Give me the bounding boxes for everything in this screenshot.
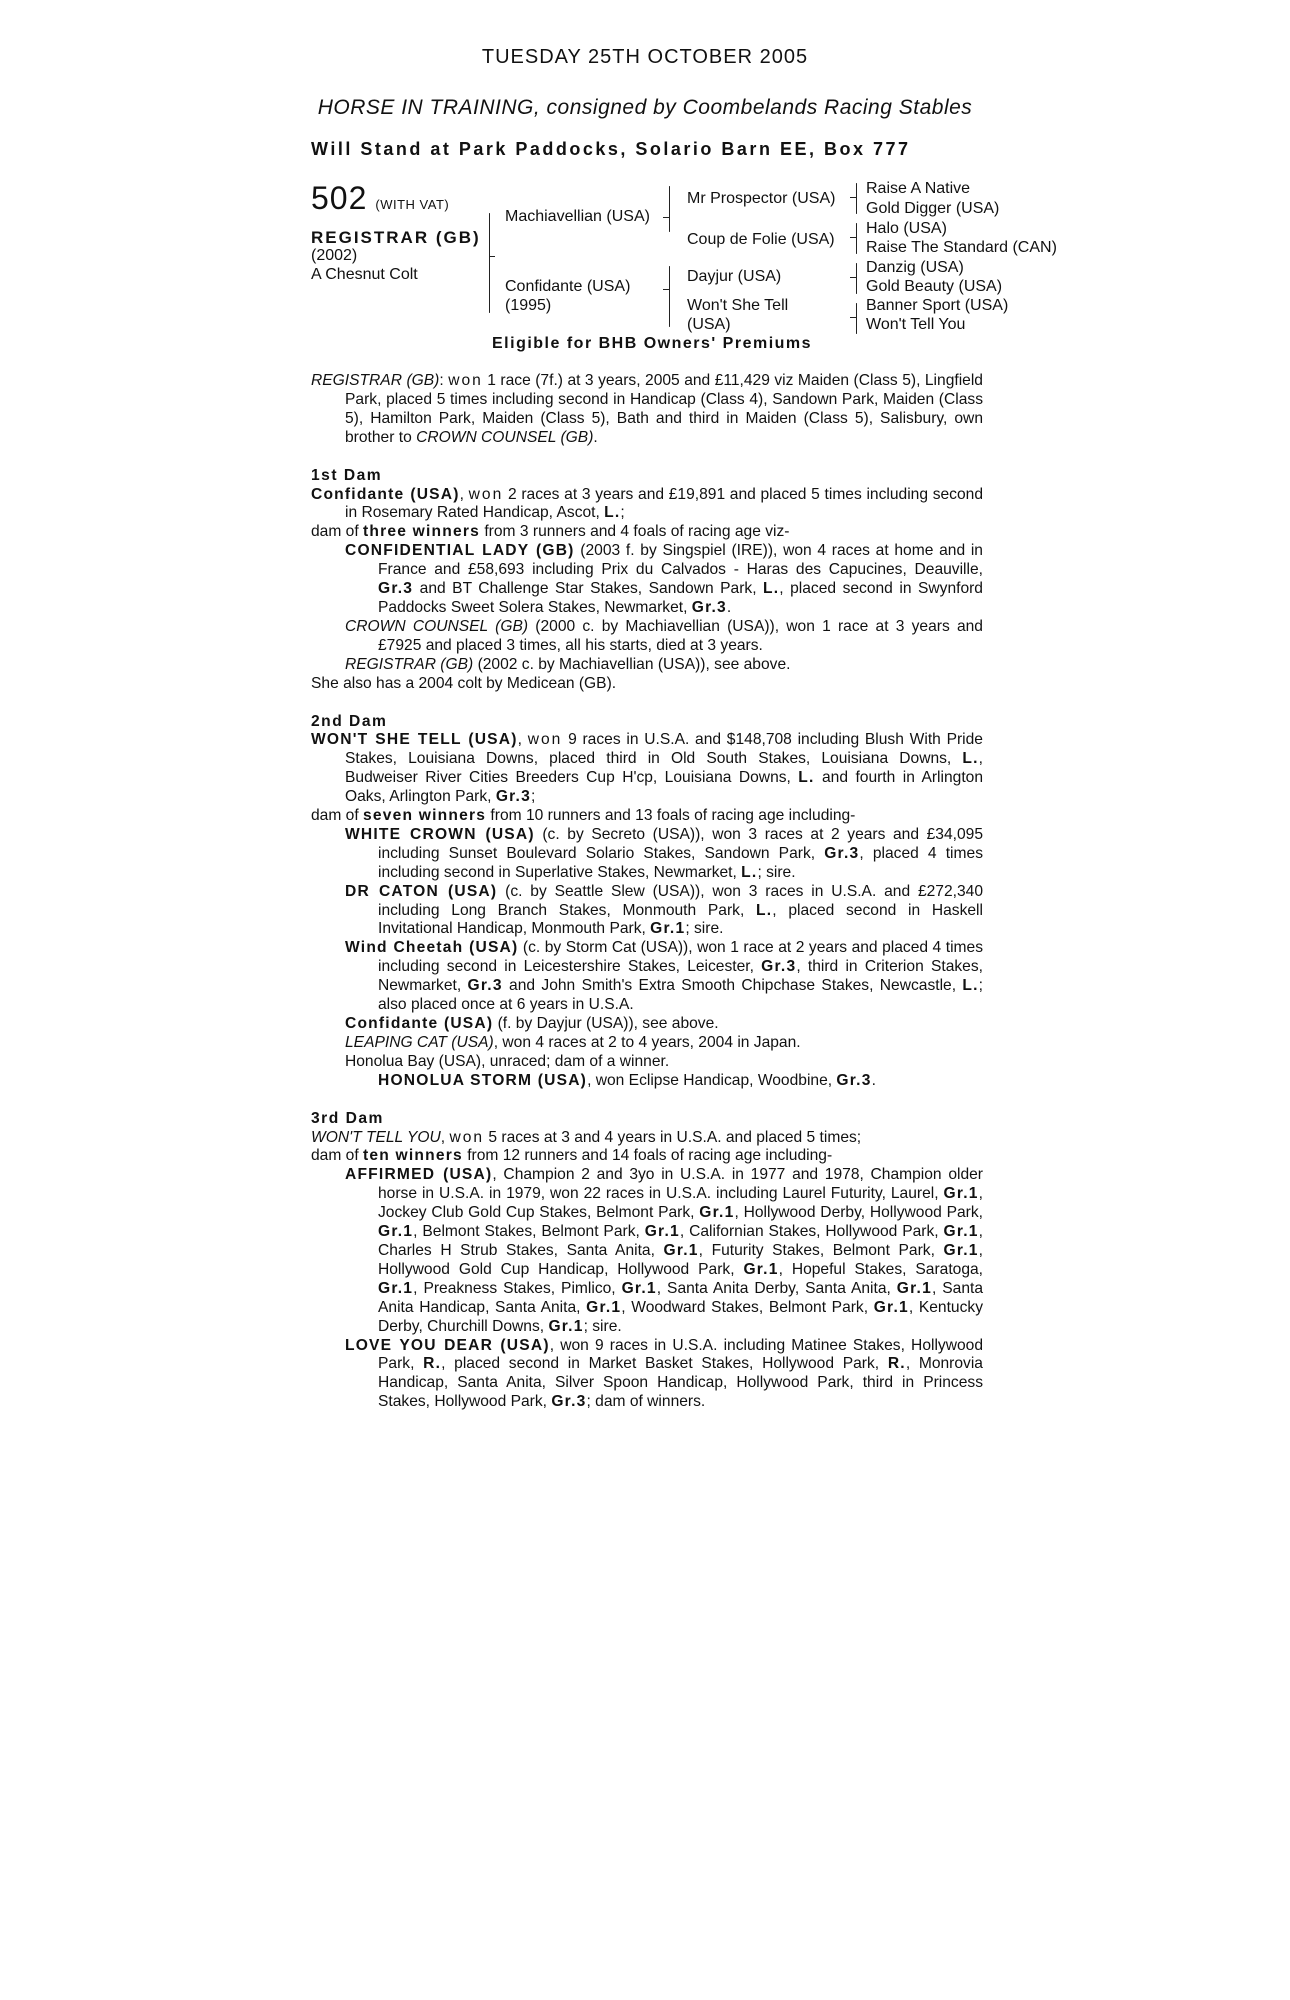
horse-year: (2002) <box>311 247 358 264</box>
won-word: won <box>449 1128 485 1146</box>
produce-text: , Charles H Strub Stakes, Santa Anita, <box>378 1223 983 1259</box>
dam-text: and fourth in Arlington Oaks, Arlington Park, <box>345 769 983 806</box>
produce-text: , Santa Anita Derby, Santa Anita, <box>656 1279 897 1297</box>
pedigree-brace-notch <box>850 317 856 318</box>
pedigree-brace <box>669 186 670 204</box>
pedigree-brace-notch <box>663 217 669 218</box>
pedigree-dam-dam-suffix: (USA) <box>687 316 731 333</box>
produce-name: Wind Cheetah (USA) <box>345 939 519 957</box>
grade-mark: Gr.1 <box>548 1317 584 1335</box>
produce-text: , placed second in Haskell Invitational Handicap, Monmouth Park, <box>378 901 983 938</box>
produce-entry: Honolua Bay (USA), unraced; dam of a winner. <box>345 1052 670 1070</box>
grade-mark: Gr.1 <box>378 1279 414 1297</box>
produce-text: , Jockey Club Gold Cup Stakes, Belmont Park, <box>378 1185 983 1222</box>
grade-mark: Gr.3 <box>691 598 727 616</box>
produce-text: (2000 c. by Machiavellian (USA)), won 1 race at 3 years and £7925 and placed 3 times, all his starts, died at 3 years. <box>378 617 983 654</box>
produce-text: and John Smith's Extra Smooth Chipchase Stakes, Newcastle, <box>502 977 963 995</box>
second-dam-produce-summary <box>311 807 983 826</box>
pedigree-brace-notch <box>850 197 856 198</box>
produce-text: , placed 4 times including second in Superlative Stakes, Newmarket, <box>378 844 983 881</box>
lot-number: 502 <box>311 180 368 216</box>
pedigree-sire-dam: Coup de Folie (USA) <box>687 231 835 248</box>
intro-paragraph: REGISTRAR (GB): won 1 race (7f.) at 3 years, 2005 and £11,429 viz Maiden (Class 5), Lingfield Park, placed 5 times including second in Handicap (Class 4), Sandown Park, Maiden (Class 5), Hamilton Park, Maiden (Class 5), Bath and third in Maiden (Class 5), Salisbury, own brother to CROWN COUNSEL (GB). <box>311 372 983 446</box>
pedigree-brace <box>669 266 670 284</box>
catalogue-body <box>311 372 983 1412</box>
produce-text: , Futurity Stakes, Belmont Park, <box>698 1241 944 1259</box>
winners-count: ten winners <box>363 1147 463 1165</box>
also-has-note: She also has a 2004 colt by Medicean (GB). <box>311 674 617 692</box>
grade-mark: Gr.1 <box>621 1279 657 1297</box>
produce-text: , third in Criterion Stakes, Newmarket, <box>378 958 983 995</box>
grade-mark: Gr.3 <box>551 1393 587 1411</box>
grand-produce-entry <box>311 1072 983 1091</box>
stand-location: Will Stand at Park Paddocks, Solario Barn EE, Box 777 <box>311 139 911 159</box>
grade-mark: Gr.3 <box>836 1071 872 1089</box>
pedigree-brace <box>856 263 857 278</box>
pedigree-dsd: Gold Beauty (USA) <box>866 278 1003 295</box>
produce-text: (2003 f. by Singspiel (IRE)), won 4 races at home and in France and £58,693 including Prix du Calvados - Haras des Capucines, Deauville, <box>378 542 983 579</box>
produce-text: , Hollywood Derby, Hollywood Park, <box>734 1204 983 1222</box>
horse-description: A Chesnut Colt <box>311 266 418 283</box>
first-dam-heading: 1st Dam <box>311 466 383 484</box>
grade-mark: Gr.1 <box>743 1260 779 1278</box>
pedigree-brace <box>856 303 857 318</box>
produce-entry <box>311 618 983 656</box>
dam-of-prefix: dam of <box>311 523 364 541</box>
listed-mark: L. <box>962 750 979 768</box>
won-word: won <box>527 731 563 749</box>
produce-entry <box>311 883 983 940</box>
third-dam-heading: 3rd Dam <box>311 1109 384 1127</box>
grade-mark: Gr.1 <box>943 1185 979 1203</box>
produce-name: CONFIDENTIAL LADY (GB) <box>345 542 575 560</box>
produce-text: , Woodward Stakes, Belmont Park, <box>621 1298 874 1316</box>
pedigree-brace <box>669 283 670 327</box>
pedigree-dam-dam: Won't She Tell <box>687 297 789 314</box>
grade-mark: Gr.3 <box>378 580 414 598</box>
produce-text: (f. by Dayjur (USA)), see above. <box>493 1015 719 1032</box>
pedigree-brace <box>489 256 490 313</box>
separator: , <box>440 1128 450 1146</box>
winners-count: three winners <box>363 523 481 541</box>
pedigree-ddd: Won't Tell You <box>866 316 966 333</box>
grade-mark: Gr.3 <box>495 788 531 806</box>
pedigree-brace <box>856 317 857 334</box>
produce-text: . <box>726 598 732 616</box>
grade-mark: Gr.1 <box>873 1298 909 1316</box>
produce-text: , Kentucky Derby, Churchill Downs, <box>378 1298 983 1335</box>
pedigree-dam: Confidante (USA) <box>505 278 631 295</box>
third-dam-produce-summary <box>311 1147 983 1166</box>
dam-name: WON'T SHE TELL (USA) <box>311 731 518 749</box>
grade-mark: Gr.1 <box>943 1241 979 1259</box>
first-dam-produce-summary <box>311 523 983 542</box>
pedigree-brace-notch <box>850 237 856 238</box>
produce-name: REGISTRAR (GB) <box>345 655 474 673</box>
produce-text: (2002 c. by Machiavellian (USA)), see above. <box>473 655 791 673</box>
listed-mark: L. <box>741 863 758 881</box>
pedigree-brace <box>856 277 857 294</box>
vat-note: (WITH VAT) <box>375 197 450 212</box>
listed-mark: L. <box>604 504 621 522</box>
consignment-line: HORSE IN TRAINING, consigned by Coombelands Racing Stables <box>317 96 973 119</box>
produce-text: , Californian Stakes, Hollywood Park, <box>679 1223 944 1241</box>
first-dam-record: Confidante (USA), won 2 races at 3 years and £19,891 and placed 5 times including second in Rosemary Rated Handicap, Ascot, L.; <box>311 485 983 522</box>
grade-mark: Gr.3 <box>824 844 860 862</box>
produce-text: ; sire. <box>757 863 796 881</box>
produce-text: , Hopeful Stakes, Saratoga, <box>778 1260 983 1278</box>
grade-mark: Gr.1 <box>663 1241 699 1259</box>
dam-text: 2 races at 3 years and £19,891 and placed 5 times including second in Rosemary Rated Handicap, Ascot, <box>345 485 983 522</box>
eligibility-note: Eligible for BHB Owners' Premiums <box>492 335 813 352</box>
produce-text: , Preakness Stakes, Pimlico, <box>413 1279 622 1297</box>
produce-text: , won Eclipse Handicap, Woodbine, <box>587 1071 837 1089</box>
pedigree-sire-sire: Mr Prospector (USA) <box>687 190 836 207</box>
produce-text: ; dam of winners. <box>586 1393 706 1411</box>
dam-text: 9 races in U.S.A. and $148,708 including Blush With Pride Stakes, Louisiana Downs, placed third in Old South Stakes, Louisiana Downs, <box>345 731 983 768</box>
produce-text: . <box>871 1071 876 1089</box>
produce-entry <box>311 1337 983 1413</box>
produce-name: AFFIRMED (USA) <box>345 1166 493 1184</box>
produce-entry <box>311 1015 983 1034</box>
produce-name: CROWN COUNSEL (GB) <box>345 617 529 635</box>
grade-mark: Gr.1 <box>650 920 686 938</box>
produce-name: DR CATON (USA) <box>345 882 498 900</box>
listed-mark: L. <box>756 901 773 919</box>
pedigree-sire: Machiavellian (USA) <box>505 208 650 225</box>
produce-text: , won 4 races at 2 to 4 years, 2004 in Japan. <box>493 1033 801 1051</box>
grade-mark: Gr.3 <box>761 958 797 976</box>
lot-heading <box>311 180 449 217</box>
pedigree-brace <box>669 203 670 232</box>
pedigree-brace <box>489 213 490 257</box>
brother-ref: CROWN COUNSEL (GB) <box>416 428 594 446</box>
pedigree-brace <box>856 197 857 214</box>
produce-text: , Hollywood Gold Cup Handicap, Hollywood Park, <box>378 1241 983 1278</box>
grade-mark: Gr.3 <box>467 977 503 995</box>
produce-name: WHITE CROWN (USA) <box>345 825 535 843</box>
dam-of-suffix: from 3 runners and 4 foals of racing age viz- <box>480 523 790 541</box>
dam-name: Confidante (USA) <box>311 485 460 503</box>
produce-text: , Belmont Stakes, Belmont Park, <box>413 1223 645 1241</box>
produce-entry <box>311 1166 983 1336</box>
produce-name: LOVE YOU DEAR (USA) <box>345 1336 550 1354</box>
produce-entry <box>311 1034 983 1053</box>
produce-text: , Champion 2 and 3yo in U.S.A. in 1977 and 1978, Champion older horse in U.S.A. in 1979, won 22 races in U.S.A. including Laurel Futurity, Laurel, <box>378 1166 983 1203</box>
intro-end: . <box>593 428 598 446</box>
dam-of-prefix: dam of <box>311 807 364 825</box>
pedigree-dam-sire: Dayjur (USA) <box>687 268 782 285</box>
pedigree-sds: Halo (USA) <box>866 220 947 237</box>
second-dam-heading: 2nd Dam <box>311 712 388 730</box>
pedigree-sss: Raise A Native <box>866 180 971 197</box>
dam-of-prefix: dam of <box>311 1147 364 1165</box>
third-dam-record <box>311 1129 983 1148</box>
produce-text: (c. by Storm Cat (USA)), won 1 race at 2 years and placed 4 times including second in Leicestershire Stakes, Leicester, <box>378 939 983 976</box>
pedigree-brace-notch <box>663 289 669 290</box>
produce-name: HONOLUA STORM (USA) <box>378 1071 588 1089</box>
restricted-mark: R. <box>423 1355 442 1373</box>
produce-text: ; sire. <box>685 920 724 938</box>
intro-text: 1 race (7f.) at 3 years, 2005 and £11,429 viz Maiden (Class 5), Lingfield Park, placed 5 times including second in Handicap (Class 4), Sandown Park, Maiden (Class 5), Hamilton Park, Maiden (Class 5), Bath and third in Maiden (Class 5), Salisbury, own brother to <box>345 372 983 446</box>
won-word: won <box>448 372 483 389</box>
produce-entry <box>311 939 983 1015</box>
winners-count: seven winners <box>363 807 487 825</box>
produce-text: , placed second in Swynford Paddocks Sweet Solera Stakes, Newmarket, <box>378 580 983 616</box>
produce-text: , placed second in Market Basket Stakes, Hollywood Park, <box>441 1355 888 1373</box>
pedigree-brace <box>856 237 857 254</box>
grade-mark: Gr.1 <box>644 1223 680 1241</box>
grade-mark: Gr.1 <box>943 1223 979 1241</box>
grade-mark: Gr.1 <box>586 1298 622 1316</box>
listed-mark: L. <box>798 769 815 787</box>
grade-mark: Gr.1 <box>378 1223 414 1241</box>
second-dam-record: WON'T SHE TELL (USA), won 9 races in U.S.A. and $148,708 including Blush With Pride Stakes, Louisiana Downs, placed third in Old South Stakes, Louisiana Downs, L., Budweiser River Cities Breeders Cup H'cp, Louisiana Downs, L. and fourth in Arlington Oaks, Arlington Park, Gr.3; <box>311 731 983 806</box>
won-word: won <box>468 485 504 503</box>
dam-name: WON'T TELL YOU <box>311 1128 441 1146</box>
pedigree-ssd: Gold Digger (USA) <box>866 200 1000 217</box>
grade-mark: Gr.1 <box>896 1279 932 1297</box>
pedigree-brace <box>856 183 857 198</box>
listed-mark: L. <box>763 580 780 598</box>
pedigree-dds: Banner Sport (USA) <box>866 297 1009 314</box>
pedigree-sdd: Raise The Standard (CAN) <box>866 239 1057 256</box>
pedigree-dss: Danzig (USA) <box>866 259 964 276</box>
pedigree-brace <box>856 223 857 238</box>
produce-text: , won 9 races in U.S.A. including Matinee Stakes, Hollywood Park, <box>378 1336 983 1373</box>
dam-text: ; <box>530 788 536 806</box>
produce-name: LEAPING CAT (USA) <box>345 1033 494 1051</box>
restricted-mark: R. <box>887 1355 906 1373</box>
produce-text: (c. by Secreto (USA)), won 3 races at 2 years and £34,095 including Sunset Boulevard Solario Stakes, Sandown Park, <box>378 825 983 862</box>
dam-text-end: ; <box>620 504 625 522</box>
produce-text: , Monrovia Handicap, Santa Anita, Silver Spoon Handicap, Hollywood Park, third in Princess Stakes, Hollywood Park, <box>378 1355 983 1411</box>
produce-entry <box>311 542 983 618</box>
grade-mark: Gr.1 <box>699 1204 735 1222</box>
pedigree-brace-notch <box>489 256 495 257</box>
dam-text: , Budweiser River Cities Breeders Cup H'cp, Louisiana Downs, <box>345 750 983 787</box>
dam-of-suffix: from 12 runners and 14 foals of racing age including- <box>462 1147 833 1165</box>
pedigree-brace-notch <box>850 277 856 278</box>
produce-text: ; sire. <box>583 1317 622 1335</box>
produce-text: and BT Challenge Star Stakes, Sandown Park, <box>413 580 764 598</box>
produce-text: , Santa Anita Handicap, Santa Anita, <box>378 1279 983 1316</box>
sale-date: TUESDAY 25TH OCTOBER 2005 <box>481 46 809 68</box>
pedigree-dam-year: (1995) <box>505 297 552 314</box>
produce-name: Confidante (USA) <box>345 1015 494 1032</box>
dam-of-suffix: from 10 runners and 13 foals of racing age including- <box>486 807 856 825</box>
horse-name: REGISTRAR (GB) <box>311 228 481 247</box>
horse-name-ref: REGISTRAR (GB) <box>311 372 440 389</box>
produce-entry <box>311 656 983 675</box>
listed-mark: L. <box>962 977 979 995</box>
dam-text: 5 races at 3 and 4 years in U.S.A. and placed 5 times; <box>484 1128 862 1146</box>
produce-entry <box>311 826 983 883</box>
produce-text: ; also placed once at 6 years in U.S.A. <box>378 977 983 1014</box>
produce-text: (c. by Seattle Slew (USA)), won 3 races in U.S.A. and £272,340 including Long Branch Stakes, Monmouth Park, <box>378 882 983 919</box>
